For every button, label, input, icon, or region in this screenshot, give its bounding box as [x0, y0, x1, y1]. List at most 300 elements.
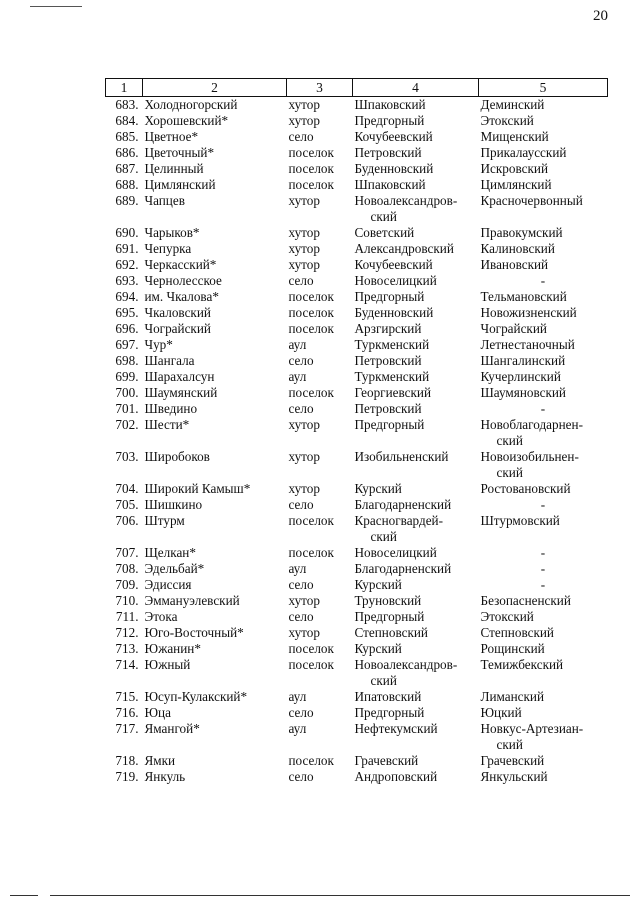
council-cell [479, 545, 608, 561]
council-name: Тельмановский [480, 289, 567, 304]
council-name: ский [496, 465, 523, 480]
settlement-name: Шести* [144, 417, 190, 432]
table-row [106, 769, 608, 785]
settlement-name: Южный [144, 657, 191, 672]
council-cell [479, 145, 608, 161]
settlement-name: Целинный [144, 161, 204, 176]
settlement-name: Этока [144, 609, 178, 624]
council-cell [479, 129, 608, 145]
settlement-name: Широкий Камыш* [144, 481, 251, 496]
settlement-type: аул [288, 369, 307, 384]
table-row [106, 577, 608, 593]
row-number: 704. [115, 481, 139, 496]
row-number: 691. [115, 241, 139, 256]
district-cell [353, 689, 479, 705]
district-name: Предгорный [354, 705, 425, 720]
council-name: Мищенский [480, 129, 549, 144]
settlement-name: Штурм [144, 513, 185, 528]
row-number: 687. [115, 161, 139, 176]
row-number: 707. [115, 545, 139, 560]
table-row [106, 369, 608, 385]
row-number: 685. [115, 129, 139, 144]
district-cell [353, 769, 479, 785]
settlement-name: Шведино [144, 401, 198, 416]
settlement-name: Эдельбай* [144, 561, 205, 576]
council-cell [479, 577, 608, 593]
settlement-name: Южанин* [144, 641, 201, 656]
council-name: Красночервонный [480, 193, 583, 208]
district-cell [353, 497, 479, 513]
district-name: Петровский [354, 145, 422, 160]
table-row [106, 753, 608, 769]
row-number: 689. [115, 193, 139, 208]
council-name: Калиновский [480, 241, 555, 256]
district-name: Георгиевский [354, 385, 432, 400]
settlement-name: им. Чкалова* [144, 289, 219, 304]
district-cell [353, 273, 479, 289]
council-name: ский [496, 737, 523, 752]
table-row [106, 353, 608, 369]
table-row [106, 321, 608, 337]
district-name: Предгорный [354, 113, 425, 128]
header-col-4: 4 [353, 79, 479, 97]
district-name: Грачевский [354, 753, 419, 768]
settlement-name: Янкуль [144, 769, 186, 784]
district-name: Новоселицкий [354, 273, 437, 288]
council-name: Кучерлинский [480, 369, 561, 384]
settlement-type: хутор [288, 417, 320, 432]
district-name: Курский [354, 641, 402, 656]
table-row [106, 561, 608, 577]
settlement-name: Чур* [144, 337, 173, 352]
table-row [106, 609, 608, 625]
settlement-type: село [288, 273, 314, 288]
council-name: - [540, 561, 546, 576]
settlement-type: аул [288, 689, 307, 704]
district-cell [353, 177, 479, 193]
settlement-name: Цветное* [144, 129, 199, 144]
district-cell [353, 513, 479, 545]
table-row [106, 161, 608, 177]
settlement-type: аул [288, 337, 307, 352]
table-row [106, 401, 608, 417]
council-name: Искровский [480, 161, 548, 176]
district-name: Новоалександров- [354, 193, 458, 208]
district-cell [353, 561, 479, 577]
settlement-type: поселок [288, 145, 334, 160]
council-cell [479, 657, 608, 689]
council-name: Прикалаусский [480, 145, 567, 160]
settlement-type: аул [288, 721, 307, 736]
council-cell [479, 321, 608, 337]
row-number: 690. [115, 225, 139, 240]
table-row [106, 257, 608, 273]
table-row [106, 705, 608, 721]
table-row [106, 641, 608, 657]
council-name: Шаумяновский [480, 385, 566, 400]
district-cell [353, 161, 479, 177]
council-name: Юцкий [480, 705, 522, 720]
district-cell [353, 289, 479, 305]
council-name: Этокский [480, 113, 534, 128]
council-cell [479, 417, 608, 449]
settlement-name: Шаумянский [144, 385, 218, 400]
district-cell [353, 225, 479, 241]
district-name: Предгорный [354, 289, 425, 304]
settlement-name: Юсуп-Кулакский* [144, 689, 248, 704]
table-row [106, 497, 608, 513]
district-cell [353, 625, 479, 641]
table-row [106, 657, 608, 689]
settlement-name: Шишкино [144, 497, 203, 512]
council-cell [479, 305, 608, 321]
settlement-type: поселок [288, 657, 334, 672]
district-name: Нефтекумский [354, 721, 438, 736]
council-name: Новоизобильнен- [480, 449, 579, 464]
row-number: 709. [115, 577, 139, 592]
settlement-type: хутор [288, 241, 320, 256]
district-cell [353, 481, 479, 497]
table-row [106, 593, 608, 609]
row-number: 697. [115, 337, 139, 352]
district-cell [353, 721, 479, 753]
council-cell [479, 689, 608, 705]
district-cell [353, 369, 479, 385]
council-cell [479, 113, 608, 129]
district-cell [353, 593, 479, 609]
table-row [106, 305, 608, 321]
table-row [106, 385, 608, 401]
table-row [106, 545, 608, 561]
council-cell [479, 401, 608, 417]
district-name: Арзгирский [354, 321, 422, 336]
district-cell [353, 609, 479, 625]
settlement-name: Эдиссия [144, 577, 192, 592]
row-number: 699. [115, 369, 139, 384]
council-cell [479, 273, 608, 289]
header-col-3: 3 [287, 79, 353, 97]
council-name: Шангалинский [480, 353, 566, 368]
council-cell [479, 225, 608, 241]
district-cell [353, 753, 479, 769]
council-name: Темижбекский [480, 657, 564, 672]
settlement-name: Черкасский* [144, 257, 217, 272]
settlement-type: поселок [288, 161, 334, 176]
settlement-type: поселок [288, 545, 334, 560]
table-row [106, 513, 608, 545]
council-name: Ивановский [480, 257, 549, 272]
council-cell [479, 289, 608, 305]
table-row [106, 625, 608, 641]
district-cell [353, 257, 479, 273]
table-row [106, 481, 608, 497]
district-cell [353, 129, 479, 145]
district-cell [353, 577, 479, 593]
settlement-type: село [288, 401, 314, 416]
council-cell [479, 97, 608, 114]
settlements-table [105, 78, 608, 785]
header-row [106, 79, 608, 97]
district-cell [353, 705, 479, 721]
row-number: 718. [115, 753, 139, 768]
district-name: Шпаковский [354, 177, 426, 192]
settlement-type: поселок [288, 305, 334, 320]
district-name: Степновский [354, 625, 428, 640]
council-name: Новкус-Артезиан- [480, 721, 584, 736]
council-cell [479, 257, 608, 273]
settlement-type: хутор [288, 113, 320, 128]
council-cell [479, 769, 608, 785]
council-name: Чограйский [480, 321, 547, 336]
table-row [106, 145, 608, 161]
district-cell [353, 305, 479, 321]
district-name: Изобильненский [354, 449, 449, 464]
header-col-5: 5 [479, 79, 608, 97]
council-cell [479, 609, 608, 625]
row-number: 715. [115, 689, 139, 704]
settlement-type: хутор [288, 97, 320, 112]
row-number: 700. [115, 385, 139, 400]
row-number: 716. [115, 705, 139, 720]
council-name: Новоблагодарнен- [480, 417, 583, 432]
settlement-type: село [288, 497, 314, 512]
council-name: Ростовановский [480, 481, 571, 496]
table-row [106, 177, 608, 193]
settlement-type: поселок [288, 321, 334, 336]
row-number: 710. [115, 593, 139, 608]
district-name: Новоселицкий [354, 545, 437, 560]
district-name: Труновский [354, 593, 422, 608]
row-number: 706. [115, 513, 139, 528]
district-name: Андроповский [354, 769, 438, 784]
council-cell [479, 193, 608, 225]
council-cell [479, 449, 608, 481]
district-name: Петровский [354, 401, 422, 416]
district-cell [353, 385, 479, 401]
council-name: Лиманский [480, 689, 545, 704]
settlement-type: поселок [288, 289, 334, 304]
row-number: 719. [115, 769, 139, 784]
council-cell [479, 353, 608, 369]
settlement-name: Шангала [144, 353, 195, 368]
district-cell [353, 449, 479, 481]
council-cell [479, 241, 608, 257]
settlement-name: Широбоков [144, 449, 210, 464]
settlement-name: Чкаловский [144, 305, 211, 320]
row-number: 686. [115, 145, 139, 160]
district-name: Буденновский [354, 161, 434, 176]
row-number: 684. [115, 113, 139, 128]
bottom-rule [10, 895, 630, 896]
council-name: Степновский [480, 625, 554, 640]
district-cell [353, 193, 479, 225]
row-number: 693. [115, 273, 139, 288]
settlement-name: Ямангой* [144, 721, 200, 736]
council-cell [479, 177, 608, 193]
settlement-type: село [288, 129, 314, 144]
district-cell [353, 657, 479, 689]
table-row [106, 337, 608, 353]
settlement-name: Чограйский [144, 321, 211, 336]
table-row [106, 417, 608, 449]
council-cell [479, 753, 608, 769]
settlement-type: хутор [288, 449, 320, 464]
district-name: Петровский [354, 353, 422, 368]
settlement-type: село [288, 769, 314, 784]
settlement-name: Ямки [144, 753, 176, 768]
district-name: Новоалександров- [354, 657, 458, 672]
row-number: 698. [115, 353, 139, 368]
page-number: 20 [593, 8, 608, 24]
settlement-type: поселок [288, 177, 334, 192]
table-body [106, 97, 608, 786]
district-cell [353, 401, 479, 417]
row-number: 694. [115, 289, 139, 304]
row-number: 701. [115, 401, 139, 416]
table-row [106, 449, 608, 481]
settlement-name: Чепурка [144, 241, 192, 256]
council-cell [479, 721, 608, 753]
council-name: - [540, 545, 546, 560]
settlement-name: Цимлянский [144, 177, 216, 192]
council-name: - [540, 401, 546, 416]
row-number: 713. [115, 641, 139, 656]
settlement-type: аул [288, 561, 307, 576]
district-cell [353, 545, 479, 561]
district-name: Благодарненский [354, 497, 452, 512]
district-name: ский [370, 209, 397, 224]
settlement-name: Чарыков* [144, 225, 200, 240]
district-name: Советский [354, 225, 415, 240]
row-number: 692. [115, 257, 139, 272]
district-name: Шпаковский [354, 97, 426, 112]
row-number: 702. [115, 417, 139, 432]
settlement-name: Чапцев [144, 193, 185, 208]
settlement-name: Юца [144, 705, 171, 720]
row-number: 683. [115, 97, 139, 112]
council-cell [479, 513, 608, 545]
district-cell [353, 641, 479, 657]
council-cell [479, 385, 608, 401]
settlement-type: поселок [288, 641, 334, 656]
council-name: ский [496, 433, 523, 448]
table-row [106, 193, 608, 225]
row-number: 688. [115, 177, 139, 192]
district-name: Кочубеевский [354, 129, 433, 144]
settlement-name: Щелкан* [144, 545, 196, 560]
settlement-type: хутор [288, 225, 320, 240]
district-name: Предгорный [354, 609, 425, 624]
table-row [106, 241, 608, 257]
district-name: Красногвардей- [354, 513, 443, 528]
settlements-table-wrapper [105, 78, 607, 785]
settlement-name: Эммануэлевский [144, 593, 240, 608]
council-name: Безопасненский [480, 593, 571, 608]
district-cell [353, 97, 479, 114]
table-row [106, 129, 608, 145]
district-name: ский [370, 529, 397, 544]
district-name: ский [370, 673, 397, 688]
table-row [106, 689, 608, 705]
table-row [106, 721, 608, 753]
council-name: - [540, 497, 546, 512]
district-cell [353, 353, 479, 369]
district-name: Курский [354, 481, 402, 496]
district-name: Ипатовский [354, 689, 422, 704]
district-name: Кочубеевский [354, 257, 433, 272]
settlement-name: Холодногорский [144, 97, 238, 112]
row-number: 708. [115, 561, 139, 576]
council-cell [479, 641, 608, 657]
council-name: - [540, 273, 546, 288]
row-number: 703. [115, 449, 139, 464]
council-name: Грачевский [480, 753, 545, 768]
district-name: Александровский [354, 241, 454, 256]
settlement-name: Юго-Восточный* [144, 625, 244, 640]
settlement-type: поселок [288, 753, 334, 768]
district-cell [353, 417, 479, 449]
settlement-type: село [288, 609, 314, 624]
header-col-2: 2 [143, 79, 287, 97]
council-cell [479, 369, 608, 385]
council-cell [479, 337, 608, 353]
settlement-type: село [288, 353, 314, 368]
council-cell [479, 705, 608, 721]
district-cell [353, 337, 479, 353]
council-cell [479, 593, 608, 609]
top-rule [30, 6, 82, 7]
council-name: Новожизненский [480, 305, 577, 320]
district-name: Туркменский [354, 337, 430, 352]
settlement-type: село [288, 705, 314, 720]
header-col-1: 1 [106, 79, 143, 97]
district-name: Предгорный [354, 417, 425, 432]
settlement-name: Цветочный* [144, 145, 215, 160]
council-name: Янкульский [480, 769, 548, 784]
row-number: 714. [115, 657, 139, 672]
settlement-type: хутор [288, 257, 320, 272]
settlement-type: хутор [288, 481, 320, 496]
row-number: 717. [115, 721, 139, 736]
table-row [106, 289, 608, 305]
settlement-type: поселок [288, 385, 334, 400]
council-name: Штурмовский [480, 513, 560, 528]
settlement-type: село [288, 577, 314, 592]
district-name: Благодарненский [354, 561, 452, 576]
council-cell [479, 561, 608, 577]
table-row [106, 113, 608, 129]
table-row [106, 273, 608, 289]
row-number: 711. [115, 609, 139, 624]
settlement-type: хутор [288, 593, 320, 608]
district-name: Буденновский [354, 305, 434, 320]
council-cell [479, 481, 608, 497]
settlement-name: Чернолесское [144, 273, 222, 288]
settlement-name: Хорошевский* [144, 113, 229, 128]
row-number: 696. [115, 321, 139, 336]
district-cell [353, 321, 479, 337]
row-number: 705. [115, 497, 139, 512]
settlement-name: Шарахалсун [144, 369, 215, 384]
council-name: Этокский [480, 609, 534, 624]
council-name: Летнестаночный [480, 337, 575, 352]
row-number: 712. [115, 625, 139, 640]
council-name: Цимлянский [480, 177, 552, 192]
table-row [106, 97, 608, 114]
council-name: Правокумский [480, 225, 563, 240]
council-cell [479, 497, 608, 513]
settlement-type: хутор [288, 193, 320, 208]
